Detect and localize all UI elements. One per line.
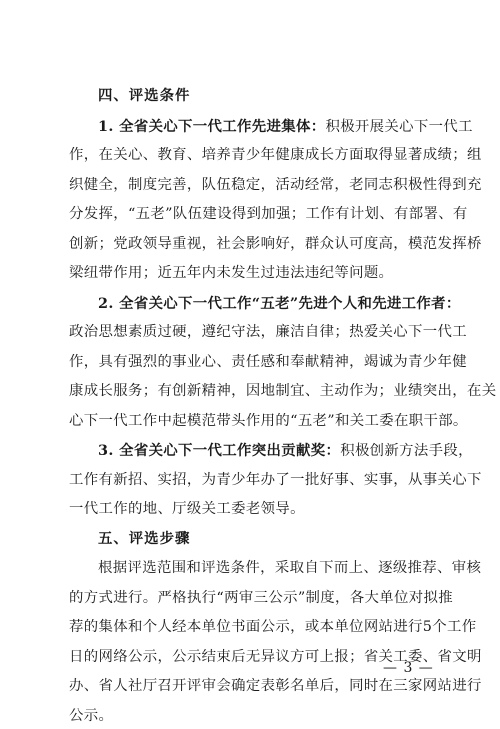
line-text: 一代工作的地、厅级关工委老领导。: [69, 501, 305, 517]
document-body: [69, 84, 442, 729]
paragraph-line: [69, 261, 442, 287]
line-text: 根据评选范围和评选条件，采取自下而上、逐级推荐、审核: [98, 560, 481, 576]
paragraph-line: [69, 114, 442, 140]
paragraph-line: [69, 556, 442, 582]
line-text: 分发挥，“五老”队伍建设得到加强；工作有计划、有部署、有: [69, 206, 468, 222]
line-text: 日的网络公示，公示结束后无异议方可上报；省关工委、省文明: [69, 649, 482, 665]
paragraph-line: [69, 320, 442, 346]
line-text: 织健全，制度完善，队伍稳定，活动经常，老同志积极性得到充: [69, 177, 482, 193]
paragraph-line: [69, 143, 442, 169]
paragraph-line: [69, 173, 442, 199]
line-text: 政治思想素质过硬，遵纪守法，廉洁自律；热爱关心下一代工: [69, 324, 467, 340]
paragraph-line: [69, 674, 442, 700]
line-text: 作，具有强烈的事业心、责任感和奉献精神，竭诚为青少年健: [69, 354, 467, 370]
line-text: 荐的集体和个人经本单位书面公示，或本单位网站进行5个工作: [69, 619, 477, 635]
paragraph-line: [69, 350, 442, 376]
line-text: 积极开展关心下一代工: [325, 119, 472, 135]
paragraph-line: [69, 379, 442, 405]
paragraph-line: [69, 202, 442, 228]
heading-text: 四、评选条件: [98, 88, 190, 104]
paragraph-line: [69, 704, 442, 729]
paragraph-line: [69, 468, 442, 494]
line-text: 积极创新方法手段，: [340, 443, 473, 459]
heading-text: 五、评选步骤: [98, 531, 190, 547]
line-text: 创新；党政领导重视，社会影响好，群众认可度高，模范发挥桥: [69, 236, 482, 252]
line-text: 心下一代工作中起模范带头作用的“五老”和关工委在职干部。: [69, 413, 468, 429]
line-text: 公示。: [69, 708, 113, 724]
line-text: 工作有新招、实招，为青少年办了一批好事、实事，从事关心下: [69, 472, 482, 488]
line-text: 办、省人社厅召开评审会确定表彰名单后，同时在三家网站进行: [69, 678, 482, 694]
line-text: 康成长服务；有创新精神，因地制宜、主动作为；业绩突出，在关: [69, 383, 496, 399]
paragraph-line: [69, 586, 442, 612]
criteria-3-lead: 3. 全省关心下一代工作突出贡献奖：: [98, 442, 340, 459]
line-text: 作，在关心、教育、培养青少年健康成长方面取得显著成绩；组: [69, 147, 482, 163]
criteria-2-lead: 2. 全省关心下一代工作“五老”先进个人和先进工作者：: [98, 295, 461, 312]
section-heading-criteria: [69, 84, 442, 110]
paragraph-line: [69, 291, 442, 317]
paragraph-line: [69, 615, 442, 641]
paragraph-line: [69, 232, 442, 258]
criteria-1-lead: 1. 全省关心下一代工作先进集体：: [98, 118, 325, 135]
line-text: 的方式进行。严格执行“两审三公示”制度，各大单位对拟推: [69, 590, 453, 606]
paragraph-line: [69, 409, 442, 435]
section-heading-steps: [69, 527, 442, 553]
paragraph-line: [69, 438, 442, 464]
line-text: 梁纽带作用；近五年内未发生过违法违纪等问题。: [69, 265, 393, 281]
paragraph-line: [69, 497, 442, 523]
page-number: — 3 —: [383, 660, 434, 676]
